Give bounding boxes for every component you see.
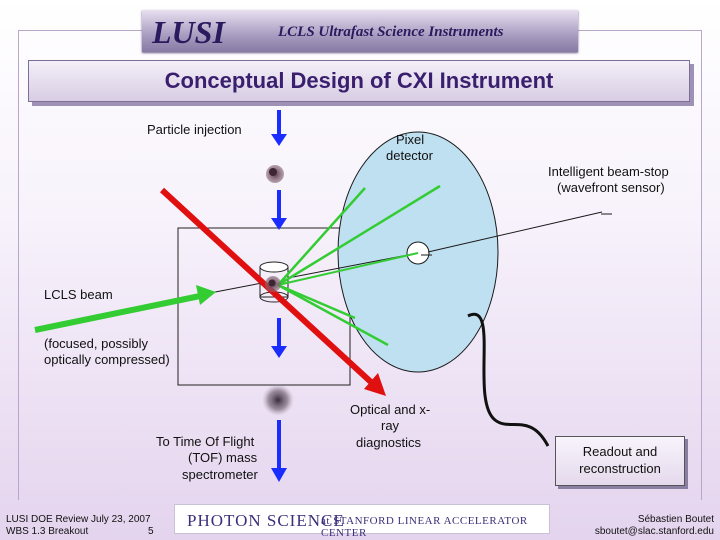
optical-diagnostics-label-1: Optical and x- <box>350 402 431 417</box>
photon-science-logo: PHOTON SCIENCE <box>187 511 345 530</box>
author-email: sboutet@slac.stanford.edu <box>594 526 714 537</box>
particle-injection-label: Particle injection <box>147 122 242 137</box>
tof-arrowhead-1 <box>271 346 287 358</box>
readout-cable <box>468 314 548 446</box>
readout-box <box>555 436 685 486</box>
footer-review: LUSI DOE Review July 23, 2007 <box>6 514 151 525</box>
injection-arrowhead-1 <box>271 134 287 146</box>
beam-stop-label-2: (wavefront sensor) <box>557 180 665 195</box>
optical-diagnostics-label-3: diagnostics <box>356 435 422 450</box>
beam-stop-label-1: Intelligent beam-stop <box>548 164 669 179</box>
footer-right <box>595 514 714 538</box>
tof-label-1: To Time Of Flight <box>156 434 255 449</box>
footer-wbs: WBS 1.3 Breakout <box>6 526 89 537</box>
pixel-detector-label-1: Pixel <box>396 132 425 147</box>
page-number: 5 <box>148 526 154 537</box>
readout-line-2: reconstruction <box>579 461 661 476</box>
tof-label-2: (TOF) mass <box>188 450 258 465</box>
optical-diagnostics-label-2: ray <box>381 418 400 433</box>
photon-science-banner <box>174 504 550 539</box>
exploded-molecule <box>262 384 294 416</box>
focused-label-2: optically compressed) <box>44 352 170 367</box>
molecule-before-core <box>269 168 277 176</box>
pixel-detector-label-2: detector <box>386 148 433 163</box>
readout-text <box>556 443 684 477</box>
photon-science-subtitle: at STANFORD LINEAR ACCELERATOR CENTER <box>321 515 528 539</box>
readout-line-1: Readout and <box>582 444 658 459</box>
tof-arrowhead-2 <box>271 468 287 482</box>
lcls-beam-arrowhead <box>196 285 216 305</box>
molecule-in-sample-core <box>269 280 276 287</box>
banner-subtitle: LCLS Ultrafast Science Instruments <box>278 24 504 40</box>
page-title: Conceptual Design of CXI Instrument <box>164 68 554 93</box>
focused-label-1: (focused, possibly <box>44 336 149 351</box>
sample-cylinder-top <box>260 262 288 272</box>
lusi-logo: LUSI <box>152 14 225 50</box>
tof-label-3: spectrometer <box>182 467 258 482</box>
author-name: Sébastien Boutet <box>637 514 714 525</box>
interaction-chamber <box>178 228 350 385</box>
footer-left <box>6 514 151 538</box>
lcls-beam-label: LCLS beam <box>44 287 113 302</box>
